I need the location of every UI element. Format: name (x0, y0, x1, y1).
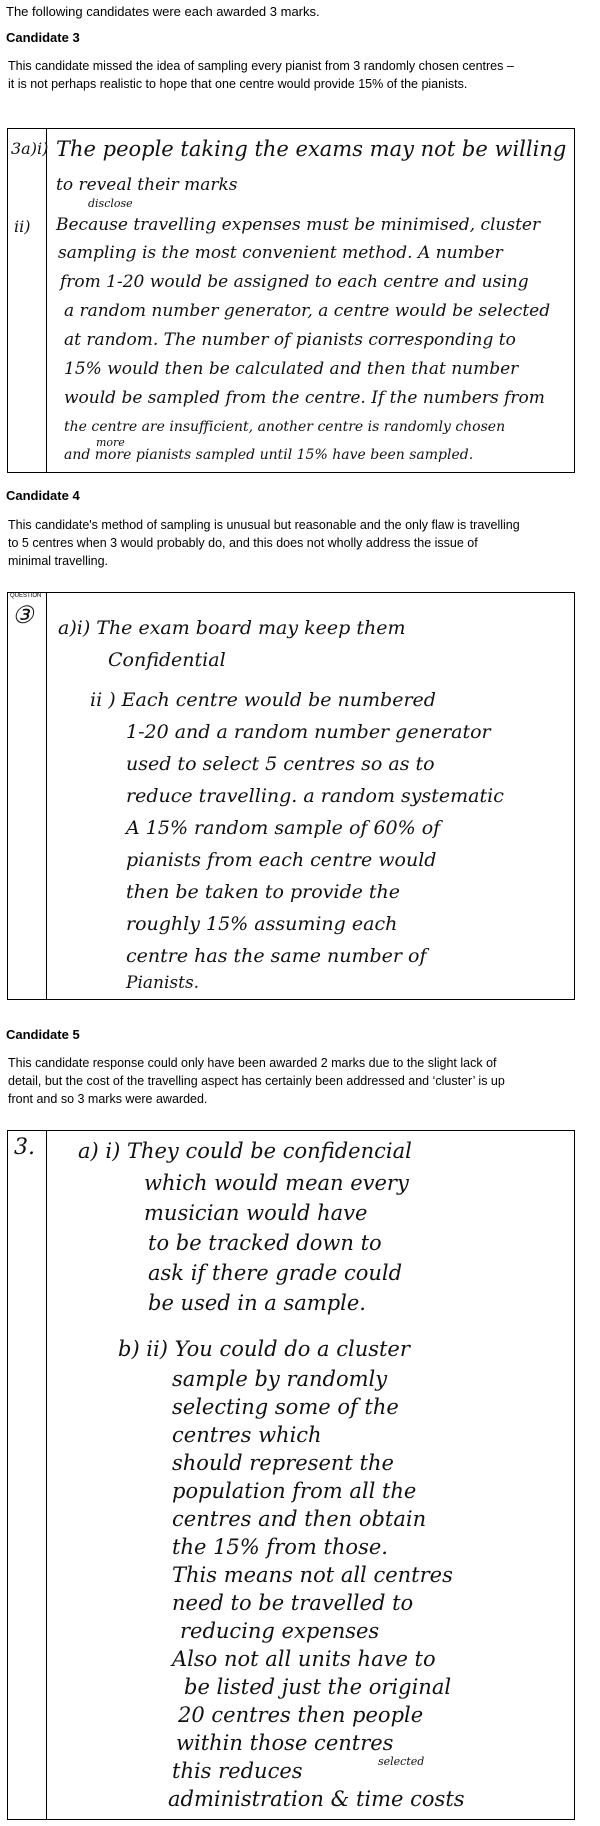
handwritten-line: a random number generator, a centre would be selected (64, 301, 551, 321)
handwritten-line: which would mean every (144, 1171, 409, 1195)
handwritten-line: should represent the (172, 1451, 394, 1475)
question-number: ③ (12, 601, 34, 629)
handwritten-line: The people taking the exams may not be willing (56, 137, 567, 161)
candidate-5-comment (8, 1054, 592, 1108)
handwritten-line: selecting some of the (172, 1395, 399, 1419)
comment-line: This candidate's method of sampling is unusual but reasonable and the only flaw is travelling (8, 518, 520, 532)
handwritten-line: the 15% from those. (172, 1535, 388, 1559)
handwritten-line: Also not all units have to (172, 1647, 436, 1671)
handwritten-line: be listed just the original (184, 1675, 452, 1699)
candidate-3-heading: Candidate 3 (6, 30, 80, 45)
handwritten-line: a)i) The exam board may keep them (58, 617, 406, 639)
handwritten-line: ii ) Each centre would be numbered (90, 689, 436, 711)
comment-line: detail, but the cost of the travelling aspect has certainly been addressed and ‘cluster’ is up (8, 1074, 505, 1088)
handwritten-line: ask if there grade could (148, 1261, 403, 1285)
handwritten-line: used to select 5 centres so as to (126, 753, 435, 775)
handwritten-line: reducing expenses (180, 1619, 380, 1643)
handwritten-line: roughly 15% assuming each (126, 913, 398, 935)
candidate-3-answer-scan (7, 128, 575, 473)
handwritten-line: 1-20 and a random number generator (126, 721, 491, 743)
handwritten-line: and more pianists sampled until 15% have been sampled. (64, 447, 474, 463)
question-number: 3. (14, 1135, 35, 1160)
handwritten-insertion: more (96, 436, 125, 449)
comment-line: it is not perhaps realistic to hope that one centre would provide 15% of the pianists. (8, 77, 468, 91)
handwritten-insertion: selected (378, 1755, 425, 1768)
candidate-5-heading: Candidate 5 (6, 1027, 80, 1042)
handwritten-line: centres which (172, 1423, 322, 1447)
handwritten-insertion: disclose (88, 197, 133, 210)
handwritten-line: to reveal their marks (56, 175, 238, 195)
comment-line: to 5 centres when 3 would probably do, and this does not wholly address the issue of (8, 536, 478, 550)
candidate-3-comment (8, 57, 592, 93)
handwritten-line: need to be travelled to (172, 1591, 414, 1615)
comment-line: front and so 3 marks were awarded. (8, 1092, 208, 1106)
handwritten-line: sampling is the most convenient method. A number (58, 243, 503, 263)
handwritten-line: then be taken to provide the (126, 881, 401, 903)
handwritten-line: the centre are insufficient, another centre is randomly chosen (64, 419, 506, 435)
handwritten-line: Pianists. (126, 973, 200, 993)
intro-text: The following candidates were each awarded 3 marks. (6, 4, 320, 19)
handwritten-line: this reduces (172, 1759, 303, 1783)
handwritten-line: a) i) They could be confidencial (78, 1139, 412, 1163)
candidate-4-comment (8, 516, 592, 570)
comment-line: This candidate response could only have been awarded 2 marks due to the slight lack of (8, 1056, 497, 1070)
handwritten-line: Because travelling expenses must be minimised, cluster (56, 215, 541, 235)
handwritten-line: A 15% random sample of 60% of (126, 817, 441, 839)
handwritten-line: at random. The number of pianists corresponding to (64, 330, 516, 350)
handwritten-line: reduce travelling. a random systematic (126, 785, 504, 807)
handwritten-line: musician would have (144, 1201, 368, 1225)
handwritten-line: administration & time costs (168, 1787, 465, 1811)
comment-line: This candidate missed the idea of sampling every pianist from 3 randomly chosen centres – (8, 59, 514, 73)
handwritten-line: be used in a sample. (148, 1291, 366, 1315)
handwritten-line: would be sampled from the centre. If the numbers from (64, 388, 545, 408)
question-part-number: ii) (14, 217, 31, 236)
candidate-4-heading: Candidate 4 (6, 488, 80, 503)
candidate-5-answer-scan (7, 1130, 575, 1820)
handwritten-line: to be tracked down to (148, 1231, 382, 1255)
question-number: 3a)i) (11, 139, 49, 158)
handwritten-line: 15% would then be calculated and then that number (64, 359, 519, 379)
handwritten-line: sample by randomly (172, 1367, 388, 1391)
handwritten-line: centre has the same number of (126, 945, 427, 967)
handwritten-line: b) ii) You could do a cluster (118, 1337, 410, 1361)
handwritten-line: centres and then obtain (172, 1507, 427, 1531)
handwritten-line: 20 centres then people (178, 1703, 424, 1727)
handwritten-line: within those centres (176, 1731, 394, 1755)
candidate-4-answer-scan (7, 592, 575, 1000)
handwritten-line: pianists from each centre would (126, 849, 437, 871)
margin-rule (46, 1131, 47, 1819)
handwritten-line: Confidential (108, 649, 226, 671)
comment-line: minimal travelling. (8, 554, 109, 568)
handwritten-line: population from all the (172, 1479, 417, 1503)
handwritten-line: from 1-20 would be assigned to each centre and using (60, 272, 529, 292)
margin-rule (46, 593, 47, 999)
question-margin-label: QUESTION (10, 593, 42, 599)
margin-rule (46, 129, 47, 472)
handwritten-line: This means not all centres (172, 1563, 453, 1587)
